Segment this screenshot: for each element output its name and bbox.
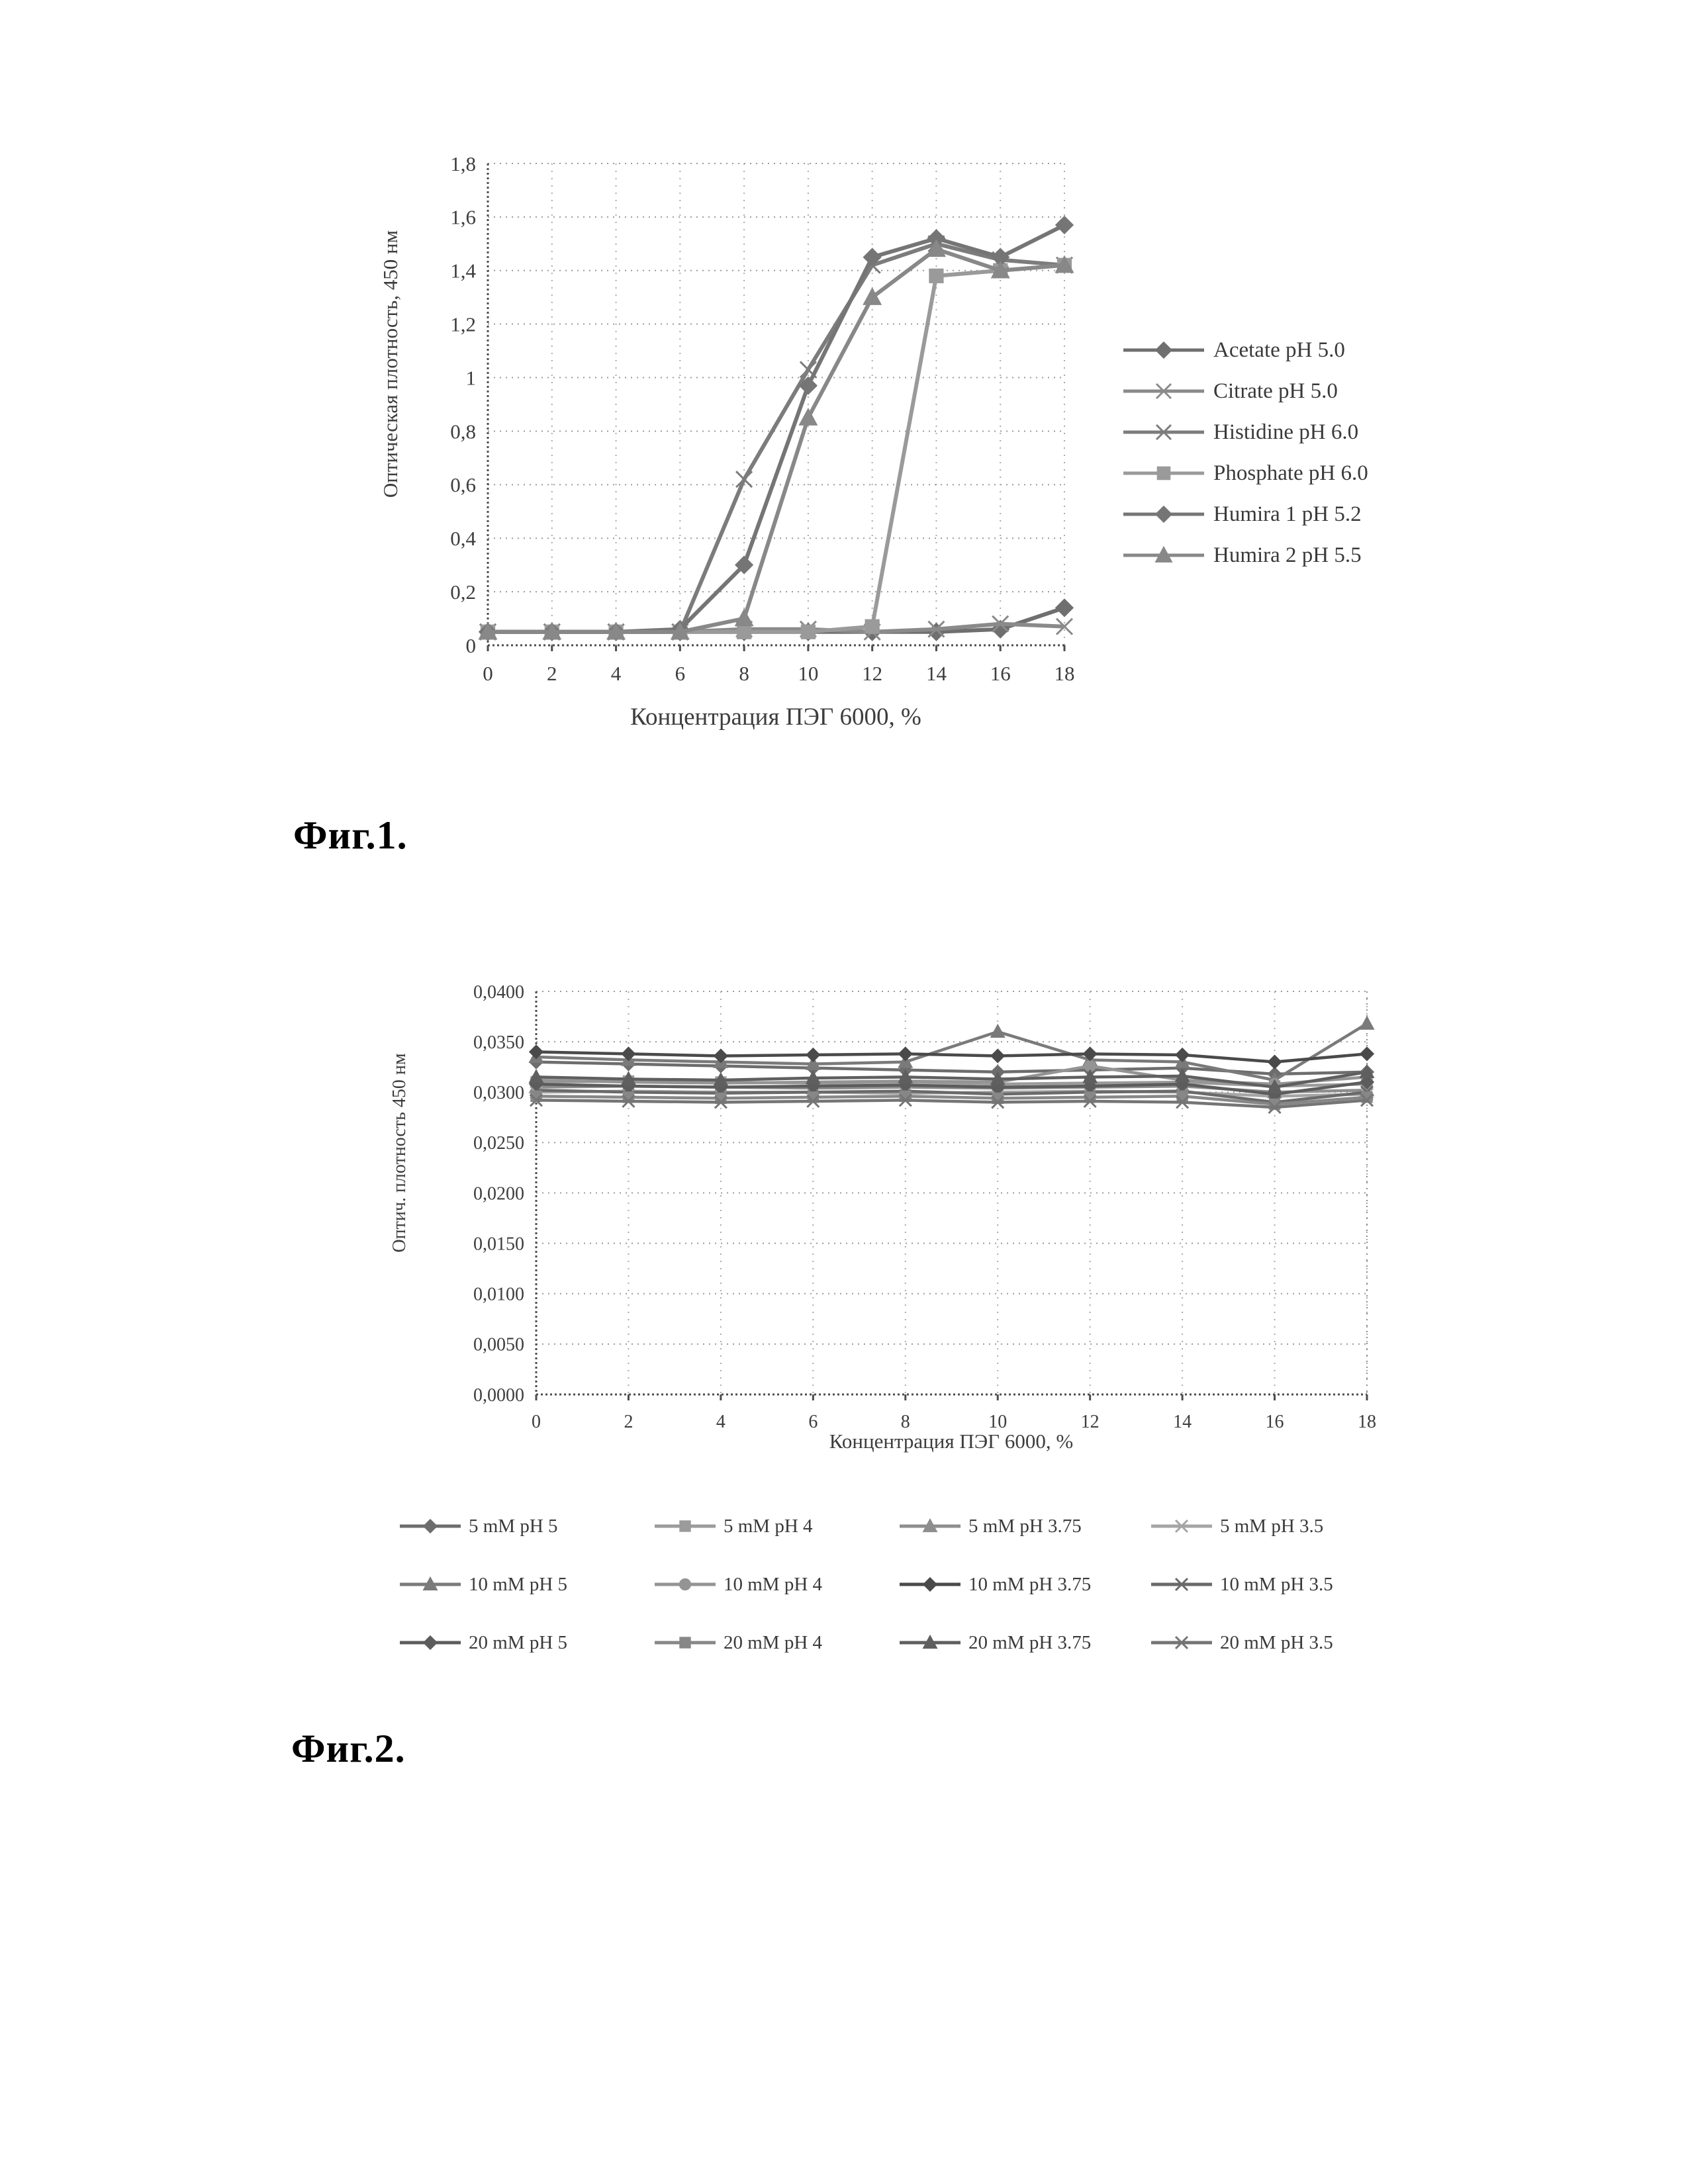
y-tick-label: 1,2 (450, 312, 476, 336)
x-tick-label: 2 (624, 1412, 633, 1432)
legend-item (1149, 1614, 1400, 1672)
legend-label: 5 mM pH 4 (724, 1515, 813, 1537)
y-tick-label: 1,6 (450, 205, 476, 229)
diamond-marker (1156, 343, 1171, 357)
series-histidine-ph-6-0 (480, 236, 1072, 639)
diamond-marker (900, 1048, 912, 1060)
diamond-marker (622, 1048, 634, 1060)
legend-sample-line (1121, 460, 1207, 486)
legend-item (397, 1555, 652, 1614)
legend-sample-line (397, 1513, 463, 1539)
gridlines (488, 163, 1064, 645)
y-tick-label: 0,4 (450, 527, 476, 551)
legend-item (397, 1614, 652, 1672)
legend-item (1121, 371, 1432, 412)
legend-label: Histidine pH 6.0 (1213, 420, 1359, 444)
legend-sample-line (1121, 378, 1207, 404)
legend-item (1149, 1497, 1400, 1555)
legend-item (652, 1497, 897, 1555)
x-tick-label: 8 (739, 662, 749, 685)
legend-sample-line (652, 1629, 718, 1656)
legend-label: 10 mM pH 3.75 (968, 1573, 1092, 1595)
tick-labels (450, 152, 1074, 685)
legend-label: 5 mM pH 5 (469, 1515, 558, 1537)
legend-item (897, 1555, 1149, 1614)
legend-label: Phosphate pH 6.0 (1213, 461, 1368, 485)
x-tick-label: 10 (798, 662, 819, 685)
circle-marker (680, 1579, 690, 1589)
x-tick-label: 0 (483, 662, 493, 685)
x-tick-label: 4 (610, 662, 622, 685)
figure1-legend (1121, 330, 1432, 576)
legend-label: 20 mM pH 3.5 (1220, 1631, 1333, 1653)
legend-sample-line (897, 1629, 963, 1656)
axes (536, 991, 1367, 1400)
legend-sample-line (652, 1513, 718, 1539)
x-tick-label: 18 (1358, 1412, 1376, 1432)
square-marker (866, 620, 878, 633)
axes (488, 163, 1064, 651)
legend-label: Humira 2 pH 5.5 (1213, 543, 1362, 567)
figure2-chart (371, 913, 1443, 1482)
square-marker (930, 269, 943, 282)
figure1-x-axis-title: Концентрация ПЭГ 6000, % (630, 704, 921, 731)
y-tick-label: 0,0250 (473, 1133, 524, 1154)
legend-sample-line (397, 1629, 463, 1656)
series-humira-1-ph-5-2 (480, 217, 1072, 640)
legend-sample-line (1121, 419, 1207, 445)
legend-label: 5 mM pH 3.5 (1220, 1515, 1324, 1537)
y-tick-label: 0,0100 (473, 1284, 524, 1305)
legend-item (1149, 1555, 1400, 1614)
x-tick-label: 4 (716, 1412, 726, 1432)
series-citrate-ph-5-0 (480, 616, 1072, 640)
series-phosphate-ph-6-0 (481, 259, 1070, 638)
triangle-marker (800, 410, 816, 424)
square-marker (1158, 467, 1170, 479)
legend-item (897, 1497, 1149, 1555)
x-tick-label: 6 (808, 1412, 818, 1432)
diamond-marker (715, 1050, 727, 1062)
figure2-caption: Фиг.2. (291, 1727, 406, 1770)
diamond-marker (928, 624, 944, 640)
x-tick-label: 12 (862, 662, 883, 685)
y-tick-label: 0,0150 (473, 1234, 524, 1255)
diamond-marker (424, 1637, 436, 1649)
legend-item (397, 1497, 652, 1555)
diamond-marker (1056, 600, 1072, 615)
x-tick-label: 18 (1054, 662, 1075, 685)
series-humira-2-ph-5-5 (480, 241, 1072, 639)
y-tick-label: 1 (465, 366, 476, 390)
square-marker (680, 1638, 690, 1647)
gridlines (536, 991, 1367, 1394)
figure2-y-axis-title: Оптич. плотность 450 нм (389, 1053, 410, 1253)
x-tick-label: 16 (990, 662, 1011, 685)
figure1-y-axis-title: Оптическая плотность, 450 нм (379, 230, 402, 498)
legend-label: 10 mM pH 3.5 (1220, 1573, 1333, 1595)
legend-label: 20 mM pH 5 (469, 1631, 568, 1653)
diamond-marker (1176, 1049, 1188, 1061)
x-tick-label: 6 (675, 662, 686, 685)
x-tick-label: 2 (547, 662, 557, 685)
y-tick-label: 0,6 (450, 473, 476, 497)
legend-label: 20 mM pH 4 (724, 1631, 823, 1653)
legend-item (652, 1555, 897, 1614)
diamond-marker (992, 1050, 1004, 1062)
square-marker (680, 1522, 690, 1531)
legend-sample-line (1149, 1629, 1215, 1656)
series-10-mm-ph-5 (530, 1018, 1373, 1085)
legend-sample-line (1121, 337, 1207, 363)
legend-label: 5 mM pH 3.75 (968, 1515, 1082, 1537)
legend-item (652, 1614, 897, 1672)
diamond-marker (1056, 217, 1072, 233)
y-tick-label: 0,0300 (473, 1083, 524, 1104)
legend-label: 10 mM pH 4 (724, 1573, 823, 1595)
legend-item (897, 1614, 1149, 1672)
diamond-marker (1269, 1056, 1281, 1068)
y-tick-label: 0,2 (450, 580, 476, 604)
y-tick-label: 1,4 (450, 259, 476, 283)
legend-sample-line (652, 1571, 718, 1598)
legend-sample-line (1149, 1513, 1215, 1539)
legend-sample-line (897, 1571, 963, 1598)
legend-label: 20 mM pH 3.75 (968, 1631, 1092, 1653)
legend-item (1121, 330, 1432, 371)
figure1-caption: Фиг.1. (293, 813, 408, 857)
x-tick-label: 0 (532, 1412, 541, 1432)
y-tick-label: 0,0000 (473, 1385, 524, 1406)
legend-item (1121, 494, 1432, 535)
y-tick-label: 1,8 (450, 152, 476, 175)
x-tick-label: 12 (1080, 1412, 1100, 1432)
y-tick-label: 0 (465, 633, 476, 657)
legend-item (1121, 412, 1432, 453)
x-tick-label: 8 (900, 1412, 910, 1432)
legend-sample-line (1121, 501, 1207, 527)
legend-item (1121, 535, 1432, 576)
x-tick-label: 10 (988, 1412, 1008, 1432)
legend-label: 10 mM pH 5 (469, 1573, 568, 1595)
legend-label: Citrate pH 5.0 (1213, 379, 1338, 403)
diamond-marker (1156, 507, 1171, 522)
figure2-x-axis-title: Концентрация ПЭГ 6000, % (829, 1430, 1074, 1453)
y-tick-label: 0,0200 (473, 1183, 524, 1205)
legend-label: Humira 1 pH 5.2 (1213, 502, 1362, 526)
diamond-marker (807, 1049, 819, 1061)
x-tick-label: 14 (1173, 1412, 1192, 1432)
y-tick-label: 0,8 (450, 420, 476, 443)
triangle-marker (1361, 1018, 1373, 1029)
diamond-marker (1361, 1048, 1373, 1060)
legend-sample-line (897, 1513, 963, 1539)
legend-sample-line (397, 1571, 463, 1598)
square-marker (802, 625, 814, 638)
y-tick-label: 0,0350 (473, 1032, 524, 1053)
legend-item (1121, 453, 1432, 494)
y-tick-label: 0,0400 (473, 981, 524, 1003)
legend-sample-line (1149, 1571, 1215, 1598)
diamond-marker (424, 1520, 436, 1532)
x-tick-label: 16 (1265, 1412, 1284, 1432)
x-tick-label: 14 (925, 662, 947, 685)
triangle-marker (992, 1026, 1004, 1037)
legend-label: Acetate pH 5.0 (1213, 338, 1345, 362)
tick-labels (473, 982, 1376, 1432)
square-marker (738, 625, 751, 638)
diamond-marker (924, 1578, 936, 1590)
y-tick-label: 0,0050 (473, 1334, 524, 1355)
figure2-legend (397, 1497, 1410, 1672)
legend-sample-line (1121, 542, 1207, 569)
